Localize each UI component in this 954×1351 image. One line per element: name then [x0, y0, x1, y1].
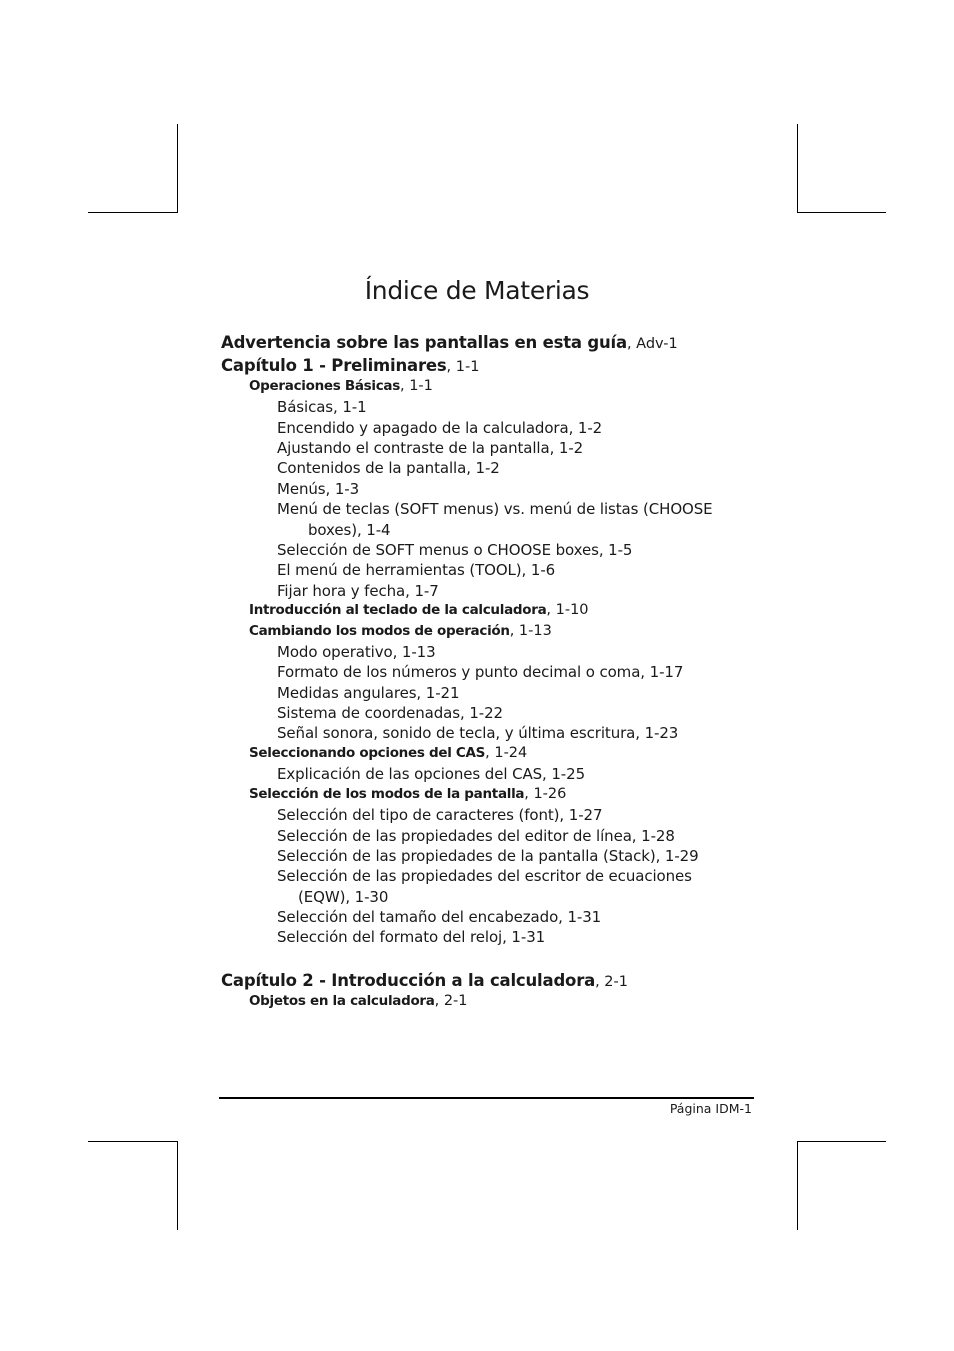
toc-entry-separator: , [626, 336, 637, 352]
toc-entry: boxes), 1-4 [308, 521, 391, 539]
toc-entry [249, 993, 468, 1009]
toc-entry: Selección de las propiedades de la pantalla (Stack), 1-29 [277, 847, 699, 865]
toc-entry [249, 378, 433, 394]
toc-entry: Medidas angulares, 1-21 [277, 684, 460, 702]
toc-entry: Sistema de coordenadas, 1-22 [277, 704, 503, 722]
toc-entry [221, 971, 628, 990]
toc-entry: Selección de las propiedades del escritor de ecuaciones [277, 867, 692, 885]
toc-entry-page: 1-1 [455, 359, 480, 375]
toc-entry-page: 1-10 [555, 602, 589, 618]
toc-entry [249, 602, 589, 618]
toc-entry: Selección de SOFT menus o CHOOSE boxes, 1-5 [277, 541, 633, 559]
toc-entry: Básicas, 1-1 [277, 398, 367, 416]
toc-entry: Menú de teclas (SOFT menus) vs. menú de listas (CHOOSE [277, 500, 713, 518]
toc-entry [249, 786, 566, 802]
toc-entry-separator: , [524, 786, 534, 802]
toc-entry: Selección del tipo de caracteres (font), 1-27 [277, 806, 603, 824]
toc-entry-title: Cambiando los modos de operación [249, 623, 510, 639]
toc-entry: Explicación de las opciones del CAS, 1-25 [277, 765, 586, 783]
toc-entry-page: 1-26 [533, 786, 567, 802]
toc-entry: Selección del formato del reloj, 1-31 [277, 928, 546, 946]
toc-entry-separator: , [595, 974, 605, 990]
toc-entry: (EQW), 1-30 [298, 888, 389, 906]
toc-entry: Selección de las propiedades del editor de línea, 1-28 [277, 827, 675, 845]
toc-entry-page: 1-1 [409, 378, 433, 394]
toc-entry-title: Capítulo 2 - Introducción a la calculadora [221, 971, 596, 990]
toc-entry: Señal sonora, sonido de tecla, y última escritura, 1-23 [277, 724, 679, 742]
toc-entry [221, 333, 678, 352]
toc-entry: Menús, 1-3 [277, 480, 360, 498]
crop-mark [797, 1141, 798, 1230]
toc-entry: Modo operativo, 1-13 [277, 643, 436, 661]
crop-mark [88, 212, 177, 213]
toc-entry: Selección del tamaño del encabezado, 1-31 [277, 908, 602, 926]
toc-entry: Fijar hora y fecha, 1-7 [277, 582, 439, 600]
crop-mark [797, 212, 886, 213]
crop-mark [797, 124, 798, 213]
toc-entry-page: Adv-1 [636, 336, 678, 352]
crop-mark [177, 1141, 178, 1230]
toc-entry: El menú de herramientas (TOOL), 1-6 [277, 561, 556, 579]
toc-entry-separator: , [434, 993, 444, 1009]
toc-entry-title: Advertencia sobre las pantallas en esta guía [221, 333, 627, 352]
toc-entry: Contenidos de la pantalla, 1-2 [277, 459, 500, 477]
toc-entry-separator: , [485, 745, 495, 761]
page-title: Índice de Materias [364, 276, 590, 305]
footer-rule [219, 1097, 754, 1099]
toc-entry-title: Introducción al teclado de la calculadora [249, 602, 547, 618]
toc-entry-title: Seleccionando opciones del CAS [249, 745, 486, 761]
toc-entry-separator: , [399, 378, 410, 394]
toc-entry-separator: , [446, 359, 456, 375]
toc-entry-title: Capítulo 1 - Preliminares [221, 356, 447, 375]
toc-entry: Encendido y apagado de la calculadora, 1-2 [277, 419, 603, 437]
toc-entry [249, 745, 527, 761]
toc-entry: Formato de los números y punto decimal o coma, 1-17 [277, 663, 684, 681]
toc-entry-title: Operaciones Básicas [249, 378, 400, 394]
crop-mark [797, 1141, 886, 1142]
toc-entry-page: 2-1 [604, 974, 628, 990]
crop-mark [88, 1141, 177, 1142]
toc-entry [221, 356, 479, 375]
toc-entry-title: Objetos en la calculadora [249, 993, 435, 1009]
toc-entry [249, 623, 552, 639]
toc-entry-page: 1-13 [518, 623, 552, 639]
toc-entry-title: Selección de los modos de la pantalla [249, 786, 525, 802]
toc-entry-separator: , [509, 623, 519, 639]
toc-entry-separator: , [546, 602, 556, 618]
toc-entry: Ajustando el contraste de la pantalla, 1-2 [277, 439, 584, 457]
toc-entry-page: 1-24 [494, 745, 528, 761]
toc-entry-page: 2-1 [443, 993, 468, 1009]
page-number: Página IDM-1 [669, 1101, 752, 1116]
crop-mark [177, 124, 178, 213]
